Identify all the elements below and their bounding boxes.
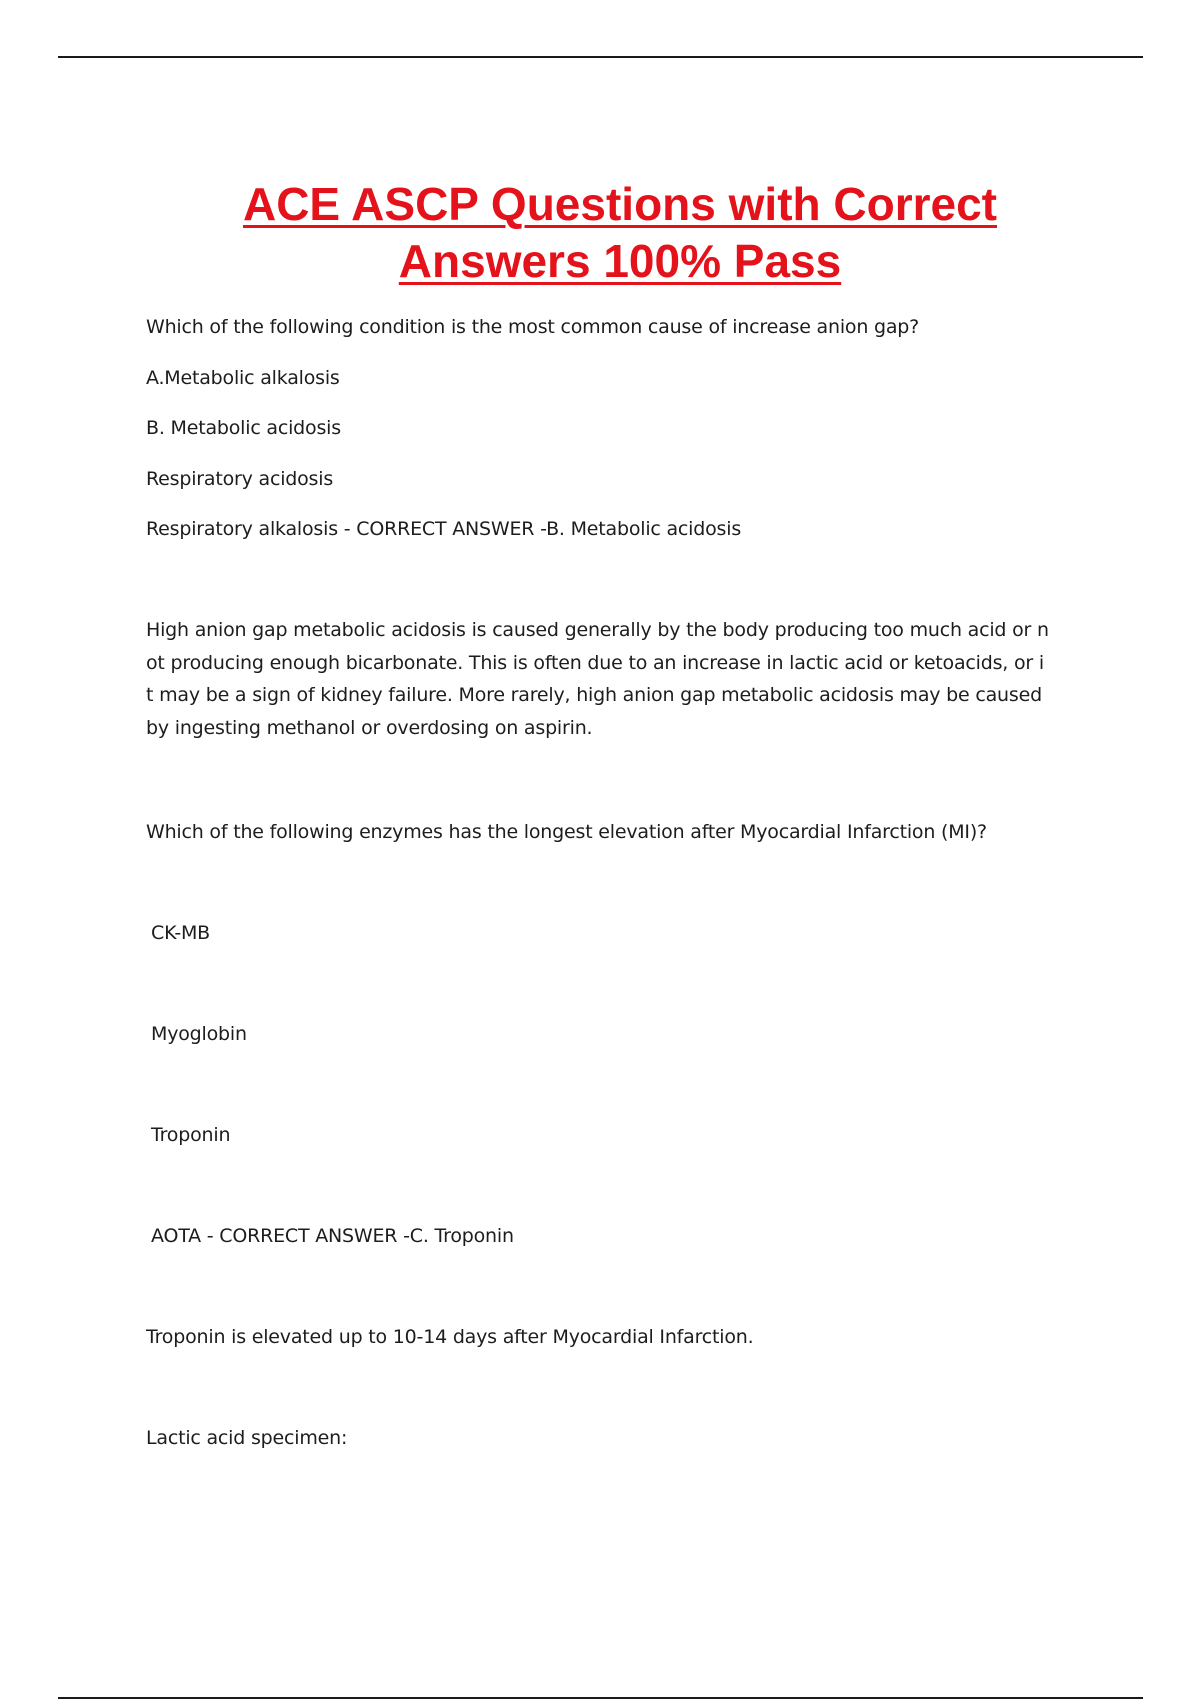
q1-option-a: A.Metabolic alkalosis — [146, 367, 340, 389]
q2-question: Which of the following enzymes has the longest elevation after Myocardial Infarction (MI)? — [146, 821, 987, 843]
q1-explanation — [146, 614, 1086, 744]
title-line-1: ACE ASCP Questions with Correct — [242, 177, 997, 230]
q1-explanation-line-1: High anion gap metabolic acidosis is caused generally by the body producing too much acid or n — [146, 619, 1049, 641]
q1-option-b: B. Metabolic acidosis — [146, 417, 341, 439]
q2-option-d-answer: AOTA - CORRECT ANSWER -C. Troponin — [151, 1225, 514, 1247]
q3-question: Lactic acid specimen: — [146, 1427, 348, 1449]
top-divider — [58, 56, 1143, 58]
page-title — [0, 176, 1200, 290]
q2-option-a: CK-MB — [151, 922, 211, 944]
q1-explanation-line-2: ot producing enough bicarbonate. This is often due to an increase in lactic acid or ketoacids, or i — [146, 651, 1044, 674]
q2-explanation: Troponin is elevated up to 10-14 days after Myocardial Infarction. — [146, 1326, 754, 1348]
q2-option-b: Myoglobin — [151, 1023, 247, 1045]
q1-option-d-answer: Respiratory alkalosis - CORRECT ANSWER -B. Metabolic acidosis — [146, 518, 742, 540]
q1-explanation-line-3: t may be a sign of kidney failure. More rarely, high anion gap metabolic acidosis may be caused — [146, 684, 1042, 706]
q1-explanation-line-4: by ingesting methanol or overdosing on aspirin. — [146, 716, 593, 739]
bottom-divider — [58, 1697, 1143, 1699]
q1-option-c: Respiratory acidosis — [146, 468, 334, 490]
title-line-2: Answers 100% Pass — [398, 234, 842, 287]
q1-question: Which of the following condition is the most common cause of increase anion gap? — [146, 316, 920, 338]
q2-option-c: Troponin — [151, 1124, 231, 1146]
